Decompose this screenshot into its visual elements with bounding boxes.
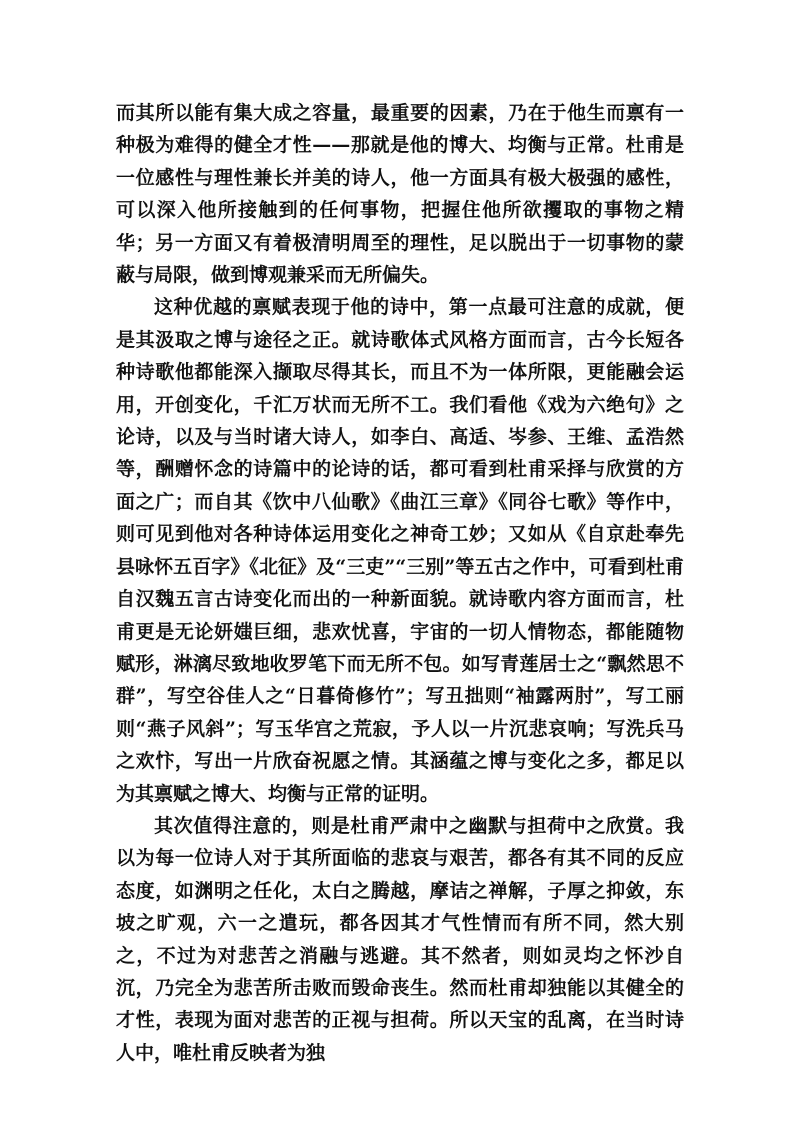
paragraph-3: 其次值得注意的，则是杜甫严肃中之幽默与担荷中之欣赏。我以为每一位诗人对于其所面临的悲哀与艰苦，都各有其不同的反应态度，如渊明之任化，太白之腾越，摩诘之禅解，子厚之抑敛，东坡之旷观，六一之遣玩，都各因其才气性情而有所不同，然大别之，不过为对悲苦之消融与逃避。其不然者，则如灵均之怀沙自沉，乃完全为悲苦所击败而毁命丧生。然而杜甫却独能以其健全的才性，表现为面对悲苦的正视与担荷。所以天宝的乱离，在当时诗人中，唯杜甫反映者为独 <box>116 814 684 1064</box>
document-page <box>116 97 684 1069</box>
paragraph-2: 这种优越的禀赋表现于他的诗中，第一点最可注意的成就，便是其汲取之博与途径之正。就诗歌体式风格方面而言，古今长短各种诗歌他都能深入撷取尽得其长，而且不为一体所限，更能融会运用，开创变化，千汇万状而无所不工。我们看他《戏为六绝句》之论诗，以及与当时诸大诗人，如李白、高适、岑参、王维、孟浩然等，酬赠怀念的诗篇中的论诗的话，都可看到杜甫采择与欣赏的方面之广；而自其《饮中八仙歌》《曲江三章》《同谷七歌》等作中，则可见到他对各种诗体运用变化之神奇工妙；又如从《自京赴奉先县咏怀五百字》《北征》及“三吏”“三别”等五古之作中，可看到杜甫自汉魏五言古诗变化而出的一种新面貌。就诗歌内容方面而言，杜甫更是无论妍媸巨细，悲欢忧喜，宇宙的一切人情物态，都能随物赋形，淋漓尽致地收罗笔下而无所不包。如写青莲居士之“飘然思不群”，写空谷佳人之“日暮倚修竹”；写丑拙则“袖露两肘”，写工丽则“燕子风斜”；写玉华宫之荒寂，予人以一片沉悲哀响；写洗兵马之欢忭，写出一片欣奋祝愿之情。其涵蕴之博与变化之多，都足以为其禀赋之博大、均衡与正常的证明。 <box>116 296 684 805</box>
paragraph-1: 而其所以能有集大成之容量，最重要的因素，乃在于他生而禀有一种极为难得的健全才性——那就是他的博大、均衡与正常。杜甫是一位感性与理性兼长并美的诗人，他一方面具有极大极强的感性，可以深入他所接触到的任何事物，把握住他所欲攫取的事物之精华；另一方面又有着极清明周至的理性，足以脱出于一切事物的蒙蔽与局限，做到博观兼采而无所偏失。 <box>116 102 684 287</box>
